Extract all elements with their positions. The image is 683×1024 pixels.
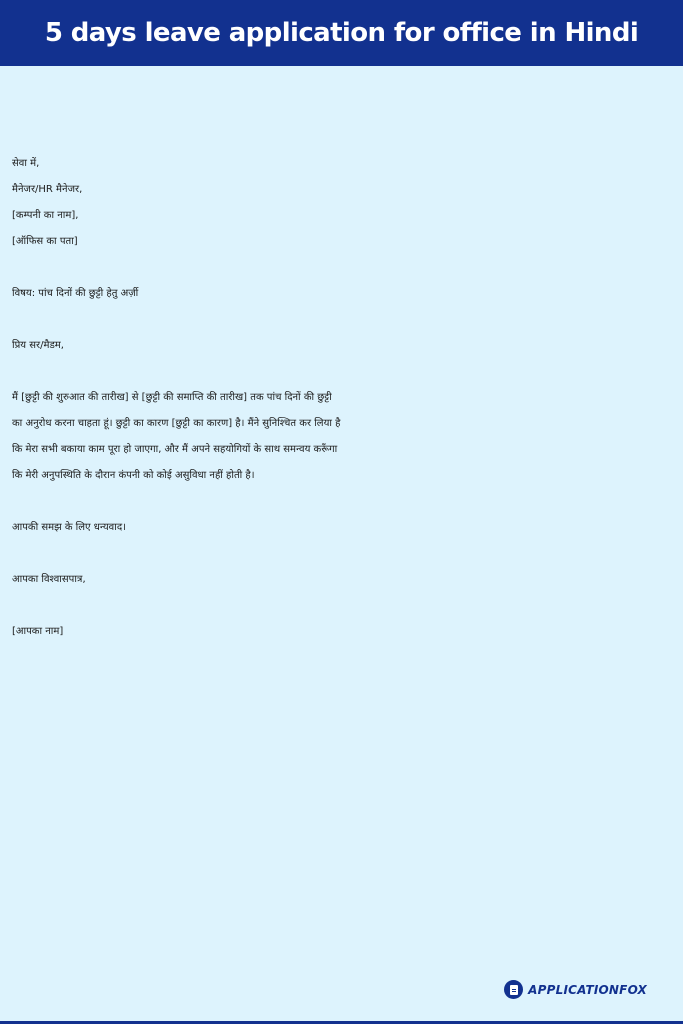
brand-logo[interactable] xyxy=(504,980,647,999)
address-line: [ऑफिस का पता] xyxy=(12,236,78,247)
paragraph-line: मैं [छुट्टी की शुरुआत की तारीख] से [छुट्टी की समाप्ति की तारीख] तक पांच दिनों की छुट्टी xyxy=(12,392,332,403)
header-banner xyxy=(0,0,683,66)
letter-signature: [आपका नाम] xyxy=(12,626,64,637)
brand-name: APPLICATIONFOX xyxy=(528,982,647,997)
paragraph-line: का अनुरोध करना चाहता हूं। छुट्टी का कारण [छुट्टी का कारण] है। मैंने सुनिश्चित कर लिया है xyxy=(12,418,341,429)
letter-thanks: आपकी समझ के लिए धन्यवाद। xyxy=(12,522,126,533)
letter-body xyxy=(12,151,676,645)
address-line: मैनेजर/HR मैनेजर, xyxy=(12,184,83,195)
paragraph-line: कि मेरी अनुपस्थिति के दौरान कंपनी को कोई असुविधा नहीं होती है। xyxy=(12,470,255,481)
paragraph-line: कि मेरा सभी बकाया काम पूरा हो जाएगा, और मैं अपने सहयोगियों के साथ समन्वय करूँगा xyxy=(12,444,338,455)
page-title: 5 days leave application for office in Hindi xyxy=(44,18,639,48)
address-line: सेवा में, xyxy=(12,158,40,169)
letter-salutation: प्रिय सर/मैडम, xyxy=(12,340,64,351)
letter-closing: आपका विश्वासपात्र, xyxy=(12,574,86,585)
address-line: [कम्पनी का नाम], xyxy=(12,210,79,221)
document-icon xyxy=(504,980,523,999)
letter-paragraph xyxy=(12,385,676,489)
recipient-address xyxy=(12,151,676,255)
letter-subject: विषय: पांच दिनों की छुट्टी हेतु अर्ज़ी xyxy=(12,288,139,299)
